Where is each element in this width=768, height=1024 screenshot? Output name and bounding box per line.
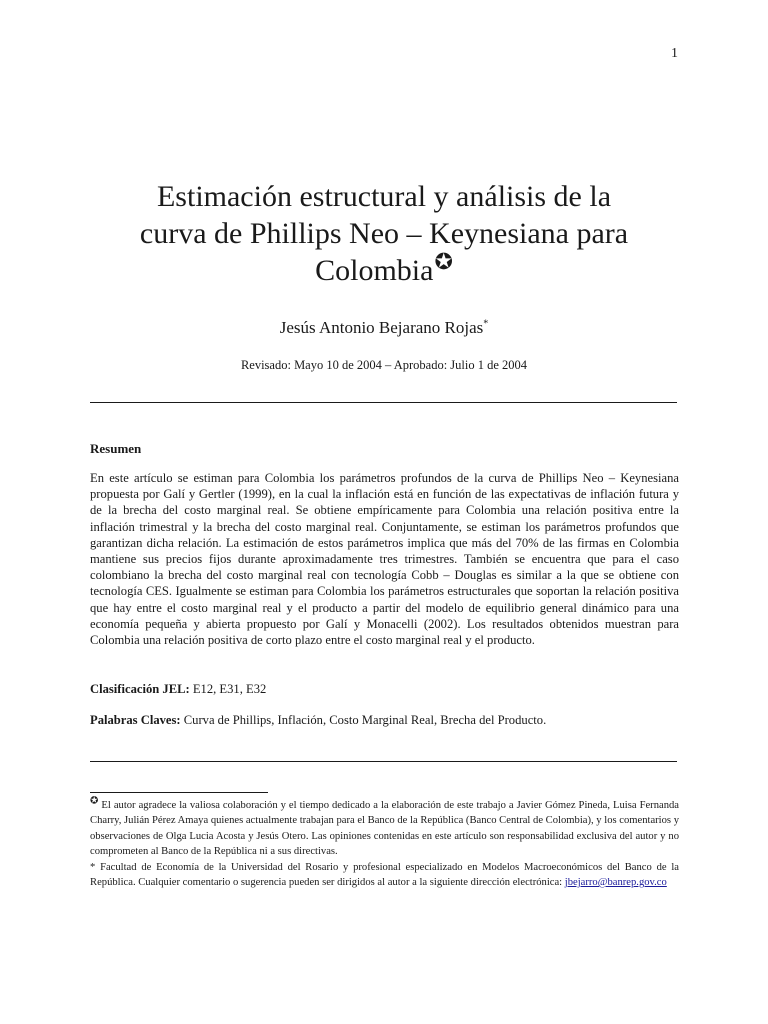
page-number: 1 — [671, 46, 678, 61]
author-email-link[interactable]: jbejarro@banrep.gov.co — [564, 877, 667, 889]
title-line-3: Colombia — [315, 254, 434, 287]
jel-classification — [90, 682, 266, 697]
title-line-1: Estimación estructural y análisis de la — [156, 180, 612, 213]
footnote-acknowledgement — [90, 795, 679, 860]
jel-label: Clasificación JEL: — [90, 682, 190, 696]
keywords — [90, 713, 546, 728]
author-line — [0, 318, 768, 338]
footnote-acknowledgement-text: El autor agradece la valiosa colaboración y el tiempo dedicado a la elaboración de este trabajo a Javier Gómez Pineda, Luisa Fernanda Charry, Julián Pérez Amaya quienes actualmente trabajan para el Banco de la República (Banco Central de Colombia), y los comentarios y observaciones de Olga Lucia Acosta y Jesús Otero. Las opiniones contenidas en este artículo son responsabilidad exclusiva del autor y no comprometen al Banco de la República ni a sus directivas. — [90, 800, 679, 858]
top-divider — [90, 402, 677, 403]
author-footnote-mark: * — [483, 318, 489, 330]
jel-value: E12, E31, E32 — [189, 682, 267, 696]
bottom-divider — [90, 761, 677, 762]
title-footnote-mark: ✪ — [434, 249, 453, 274]
abstract-text: En este artículo se estiman para Colombia los parámetros profundos de la curva de Phillips Neo – Keynesiana propuesta por Galí y Gertler (1999), en la cual la inflación está en función de las expectativas de inflación futura y de la brecha del costo marginal real. Se obtiene empíricamente para Colombia una relación positiva entre la inflación trimestral y la brecha del costo marginal real. Conjuntamente, se estiman los parámetros profundos que garantizan dicha relación. La estimación de estos parámetros implica que más del 70% de las firmas en Colombia mantiene sus precios fijos durante aproximadamente tres trimestres. También se encuentra que para el caso colombiano la brecha del costo marginal real con tecnología Cobb – Douglas es similar a la que se obtiene con tecnología CES. Igualmente se estiman para Colombia los parámetros estructurales que soportan la relación positiva que hay entre el costo marginal real y el producto a partir del modelo de equilibrio general dinámico para una economía pequeña y abierta propuesto por Galí y Monacelli (2002). Los resultados obtenidos muestran para Colombia una relación positiva de corto plazo entre el costo marginal real y el producto. — [90, 471, 679, 648]
revision-dates: Revisado: Mayo 10 de 2004 – Aprobado: Julio 1 de 2004 — [240, 358, 528, 372]
footnote-mark-star: ✪ — [90, 795, 99, 807]
keywords-value: Curva de Phillips, Inflación, Costo Marginal Real, Brecha del Producto. — [180, 713, 547, 727]
title-line-2: curva de Phillips Neo – Keynesiana para — [139, 217, 629, 250]
footnote-mark-asterisk: * — [90, 861, 96, 873]
keywords-label: Palabras Claves: — [90, 713, 181, 727]
paper-title — [0, 178, 768, 289]
author-name: Jesús Antonio Bejarano Rojas — [279, 318, 484, 337]
abstract-heading: Resumen — [90, 441, 142, 456]
footnote-affiliation-text: Facultad de Economía de la Universidad del Rosario y profesional especializado en Modelos Macroeconómicos del Banco de la República. Cualquier comentario o sugerencia pueden ser dirigidos al autor a la siguiente dirección electrónica: — [90, 861, 679, 889]
footnote-affiliation — [90, 860, 679, 891]
footnote-separator — [90, 792, 268, 793]
footnotes — [90, 795, 679, 890]
